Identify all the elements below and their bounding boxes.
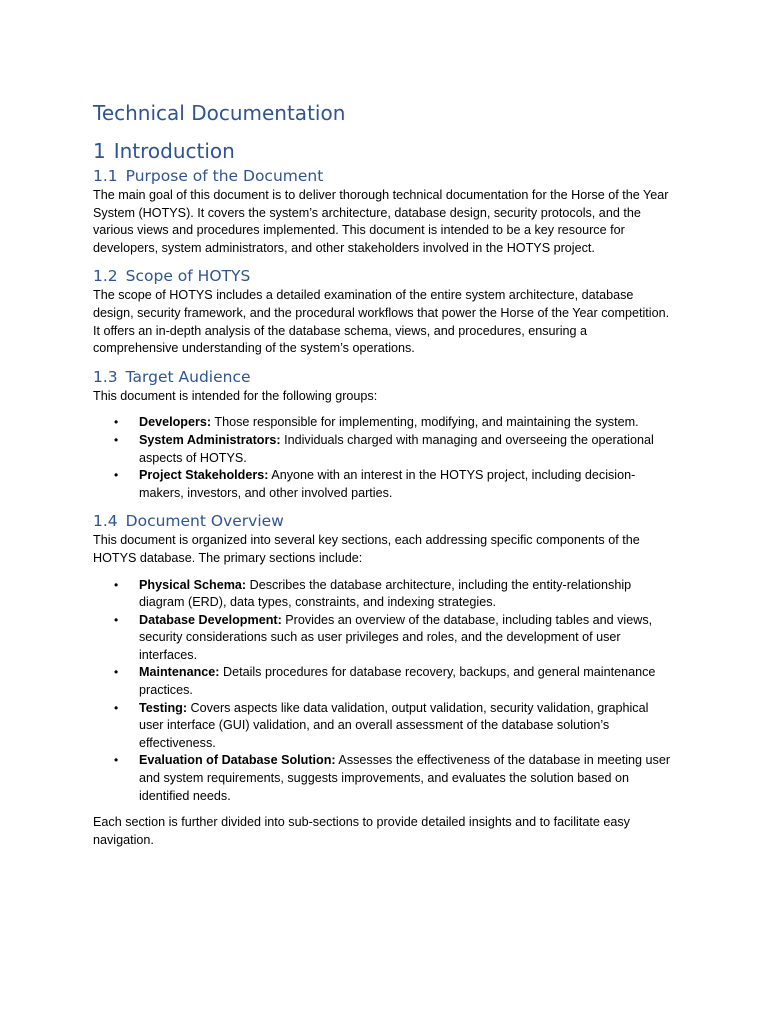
bullet-icon: • — [114, 432, 119, 447]
list-item — [93, 467, 675, 502]
list-item-term: Maintenance: — [139, 665, 220, 680]
list-item — [93, 664, 675, 699]
heading-number: 1.3 — [93, 367, 118, 386]
bullet-icon: • — [114, 415, 119, 430]
overview-intro: This document is organized into several key sections, each addressing specific components of the HOTYS database. The primary sections include: — [93, 533, 640, 565]
list-item-text: Anyone with an interest in the HOTYS project, including decision-makers, investors, and other involved parties. — [139, 468, 636, 500]
list-item-text: Provides an overview of the database, including tables and views, security considerations such as user privileges and roles, and the development of user interfaces. — [139, 612, 653, 662]
heading-number: 1.2 — [93, 267, 118, 286]
list-item-term: Testing: — [139, 700, 188, 715]
heading-number: 1.4 — [93, 512, 118, 531]
list-item-term: System Administrators: — [139, 432, 281, 447]
overview-list — [93, 577, 675, 806]
heading-text: Target Audience — [125, 367, 251, 386]
list-item-text: Details procedures for database recovery, backups, and general maintenance practices. — [139, 665, 656, 698]
bullet-icon: • — [114, 612, 119, 627]
list-item-term: Physical Schema: — [139, 577, 247, 592]
list-item — [93, 414, 675, 432]
document-body — [93, 100, 675, 849]
bullet-icon: • — [114, 665, 119, 680]
scope-paragraph: The scope of HOTYS includes a detailed examination of the entire system architecture, database design, security framework, and the procedural workflows that power the Horse of the Year competition. It offers an in-depth analysis of the database schema, views, and procedures, ensuring a comprehensive understanding of the system’s operations. — [93, 288, 670, 356]
list-item-term: Evaluation of Database Solution: — [139, 753, 336, 768]
overview-closing: Each section is further divided into sub-sections to provide detailed insights and to facilitate easy navigation. — [93, 815, 630, 847]
heading-scope — [93, 266, 675, 286]
audience-list — [93, 414, 675, 502]
list-item — [93, 612, 675, 665]
bullet-icon: • — [114, 700, 119, 715]
list-item-text: Individuals charged with managing and overseeing the operational aspects of HOTYS. — [139, 432, 654, 465]
document-title: Technical Documentation — [93, 101, 346, 125]
heading-text: Scope of HOTYS — [125, 267, 251, 286]
list-item-term: Developers: — [139, 415, 212, 430]
bullet-icon: • — [114, 753, 119, 768]
heading-number: 1.1 — [93, 167, 118, 185]
heading-target-audience — [93, 367, 675, 387]
heading-document-overview — [93, 511, 675, 531]
audience-intro: This document is intended for the following groups: — [93, 388, 378, 403]
list-item — [93, 577, 675, 612]
bullet-icon: • — [114, 577, 119, 592]
list-item-text: Describes the database architecture, including the entity-relationship diagram (ERD), data types, constraints, and indexing strategies. — [139, 577, 632, 610]
heading-introduction — [93, 138, 675, 164]
list-item-text: Covers aspects like data validation, output validation, security validation, graphical user interface (GUI) validation, and an overall assessment of the database solution’s effectiveness. — [139, 700, 649, 750]
purpose-paragraph: The main goal of this document is to deliver thorough technical documentation for the Horse of the Year System (HOTYS). It covers the system’s architecture, database design, security protocols, and the various views and procedures implemented. This document is intended to be a key resource for developers, system administrators, and other stakeholders involved in the HOTYS project. — [93, 188, 669, 255]
heading-purpose — [93, 166, 675, 186]
heading-number: 1 — [93, 139, 106, 163]
list-item-text: Those responsible for implementing, modifying, and maintaining the system. — [211, 415, 639, 430]
list-item-term: Database Development: — [139, 612, 282, 627]
list-item — [93, 752, 675, 805]
list-item — [93, 432, 675, 467]
heading-text: Purpose of the Document — [125, 167, 324, 185]
heading-text: Document Overview — [125, 512, 284, 531]
bullet-icon: • — [114, 468, 119, 483]
list-item-text: Assesses the effectiveness of the database in meeting user and system requirements, suggests improvements, and evaluates the solution based on identified needs. — [139, 753, 671, 803]
list-item — [93, 700, 675, 753]
heading-text: Introduction — [113, 139, 235, 163]
list-item-term: Project Stakeholders: — [139, 468, 269, 483]
